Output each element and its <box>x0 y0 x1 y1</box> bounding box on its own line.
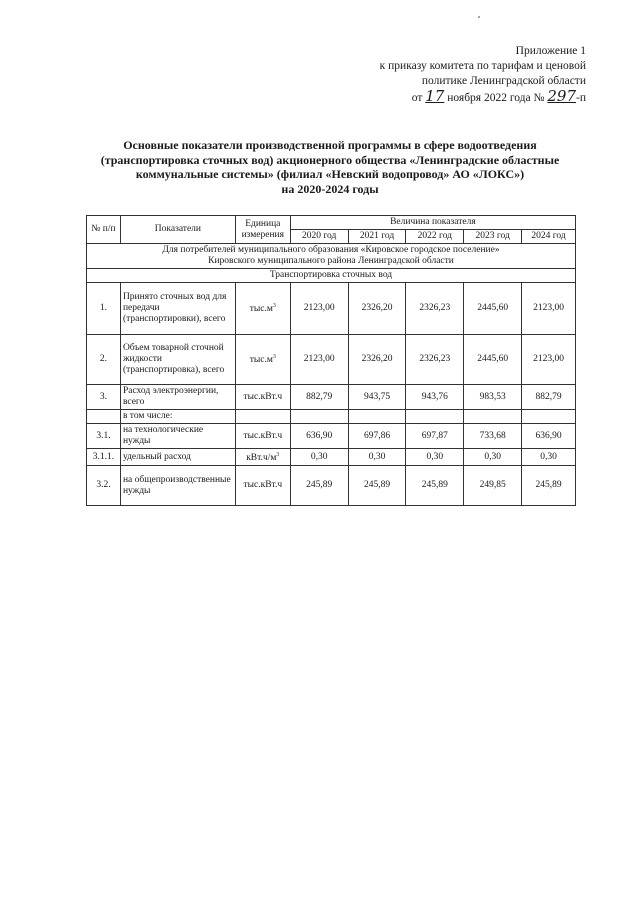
table-row <box>87 449 576 466</box>
row-value: 636,90 <box>290 424 348 449</box>
table-row <box>87 424 576 449</box>
row-unit <box>235 283 290 335</box>
consumer-line-1: Для потребителей муниципального образования «Кировское городское поселение» <box>162 245 500 255</box>
title-line-3: коммунальные системы» (филиал «Невский водопровод» АО «ЛОКС») <box>135 167 525 181</box>
table-row <box>87 385 576 410</box>
appendix-month-year: ноября 2022 года № <box>447 92 545 104</box>
row-value: 0,30 <box>464 449 522 466</box>
row-name: удельный расход <box>120 449 235 466</box>
blank-cell <box>235 410 290 424</box>
row-value: 245,89 <box>290 466 348 506</box>
row-value: 2445,60 <box>464 335 522 385</box>
row-unit: тыс.кВт.ч <box>235 424 290 449</box>
row-value: 983,53 <box>464 385 522 410</box>
row-name: на технологические нужды <box>120 424 235 449</box>
row-num: 3.1. <box>87 424 121 449</box>
header-year: 2021 год <box>348 230 406 244</box>
document-title <box>80 138 580 196</box>
section-row <box>87 269 576 283</box>
row-value: 245,89 <box>348 466 406 506</box>
unit-text: тыс.м <box>249 355 273 366</box>
row-value: 943,75 <box>348 385 406 410</box>
appendix-line-2: к приказу комитета по тарифам и ценовой <box>379 60 586 72</box>
appendix-suffix: -п <box>576 92 586 104</box>
unit-sup: 3 <box>272 303 276 310</box>
row-value: 2326,23 <box>406 335 464 385</box>
speck-mark <box>478 16 480 18</box>
row-num: 1. <box>87 283 121 335</box>
row-num: 3.1.1. <box>87 449 121 466</box>
header-value-group: Величина показателя <box>290 216 575 230</box>
row-name: на общепроизводственные нужды <box>120 466 235 506</box>
including-row <box>87 410 576 424</box>
row-unit: тыс.кВт.ч <box>235 385 290 410</box>
appendix-day: 17 <box>425 87 445 105</box>
row-value: 245,89 <box>406 466 464 506</box>
row-name: Расход электроэнергии, всего <box>120 385 235 410</box>
row-value: 0,30 <box>522 449 576 466</box>
row-value: 249,85 <box>464 466 522 506</box>
table-row <box>87 335 576 385</box>
row-value: 2326,20 <box>348 283 406 335</box>
consumer-line-2: Кировского муниципального района Ленинградской области <box>208 256 454 266</box>
unit-sup: 3 <box>272 354 276 361</box>
row-value: 0,30 <box>348 449 406 466</box>
table-row <box>87 283 576 335</box>
header-year: 2023 год <box>464 230 522 244</box>
header-unit: Единица измерения <box>235 216 290 244</box>
header-indicator: Показатели <box>120 216 235 244</box>
row-name: Принято сточных вод для передачи (транспортировки), всего <box>120 283 235 335</box>
unit-text: тыс.м <box>249 304 273 315</box>
header-year: 2024 год <box>522 230 576 244</box>
row-unit: тыс.кВт.ч <box>235 466 290 506</box>
blank-cell <box>348 410 406 424</box>
row-value: 733,68 <box>464 424 522 449</box>
header-num: № п/п <box>87 216 121 244</box>
row-value: 2326,23 <box>406 283 464 335</box>
row-value: 0,30 <box>290 449 348 466</box>
appendix-header <box>326 44 586 106</box>
consumer-cell <box>87 244 576 269</box>
row-name: Объем товарной сточной жидкости (транспортировка), всего <box>120 335 235 385</box>
table-row <box>87 466 576 506</box>
row-value: 882,79 <box>522 385 576 410</box>
appendix-line-3: политике Ленинградской области <box>421 75 586 87</box>
row-value: 697,87 <box>406 424 464 449</box>
title-line-4: на 2020-2024 годы <box>281 181 379 196</box>
row-value: 882,79 <box>290 385 348 410</box>
appendix-from: от <box>411 92 423 104</box>
row-value: 2123,00 <box>522 335 576 385</box>
blank-cell <box>406 410 464 424</box>
row-num: 3.2. <box>87 466 121 506</box>
title-line-2: (транспортировка сточных вод) акционерного общества «Ленинградские областные <box>100 152 560 167</box>
unit-sup: 3 <box>276 452 280 458</box>
row-value: 2326,20 <box>348 335 406 385</box>
blank-cell <box>87 410 121 424</box>
row-unit <box>235 449 290 466</box>
section-cell: Транспортировка сточных вод <box>87 269 576 283</box>
unit-text: кВт.ч/м <box>246 453 277 464</box>
indicators-table <box>86 215 576 506</box>
blank-cell <box>290 410 348 424</box>
consumer-row <box>87 244 576 269</box>
header-year: 2022 год <box>406 230 464 244</box>
table-header-row <box>87 216 576 230</box>
blank-cell <box>464 410 522 424</box>
appendix-line-1: Приложение 1 <box>515 45 586 57</box>
row-unit <box>235 335 290 385</box>
row-num: 3. <box>87 385 121 410</box>
title-line-1: Основные показатели производственной программы в сфере водоотведения <box>123 138 537 152</box>
row-value: 2123,00 <box>290 335 348 385</box>
including-label: в том числе: <box>120 410 235 424</box>
row-value: 2123,00 <box>290 283 348 335</box>
blank-cell <box>522 410 576 424</box>
row-value: 697,86 <box>348 424 406 449</box>
appendix-line-4 <box>326 89 586 106</box>
appendix-number: 297 <box>547 87 577 105</box>
row-value: 636,90 <box>522 424 576 449</box>
row-value: 0,30 <box>406 449 464 466</box>
row-value: 245,89 <box>522 466 576 506</box>
row-num: 2. <box>87 335 121 385</box>
row-value: 943,76 <box>406 385 464 410</box>
row-value: 2445,60 <box>464 283 522 335</box>
header-year: 2020 год <box>290 230 348 244</box>
row-value: 2123,00 <box>522 283 576 335</box>
